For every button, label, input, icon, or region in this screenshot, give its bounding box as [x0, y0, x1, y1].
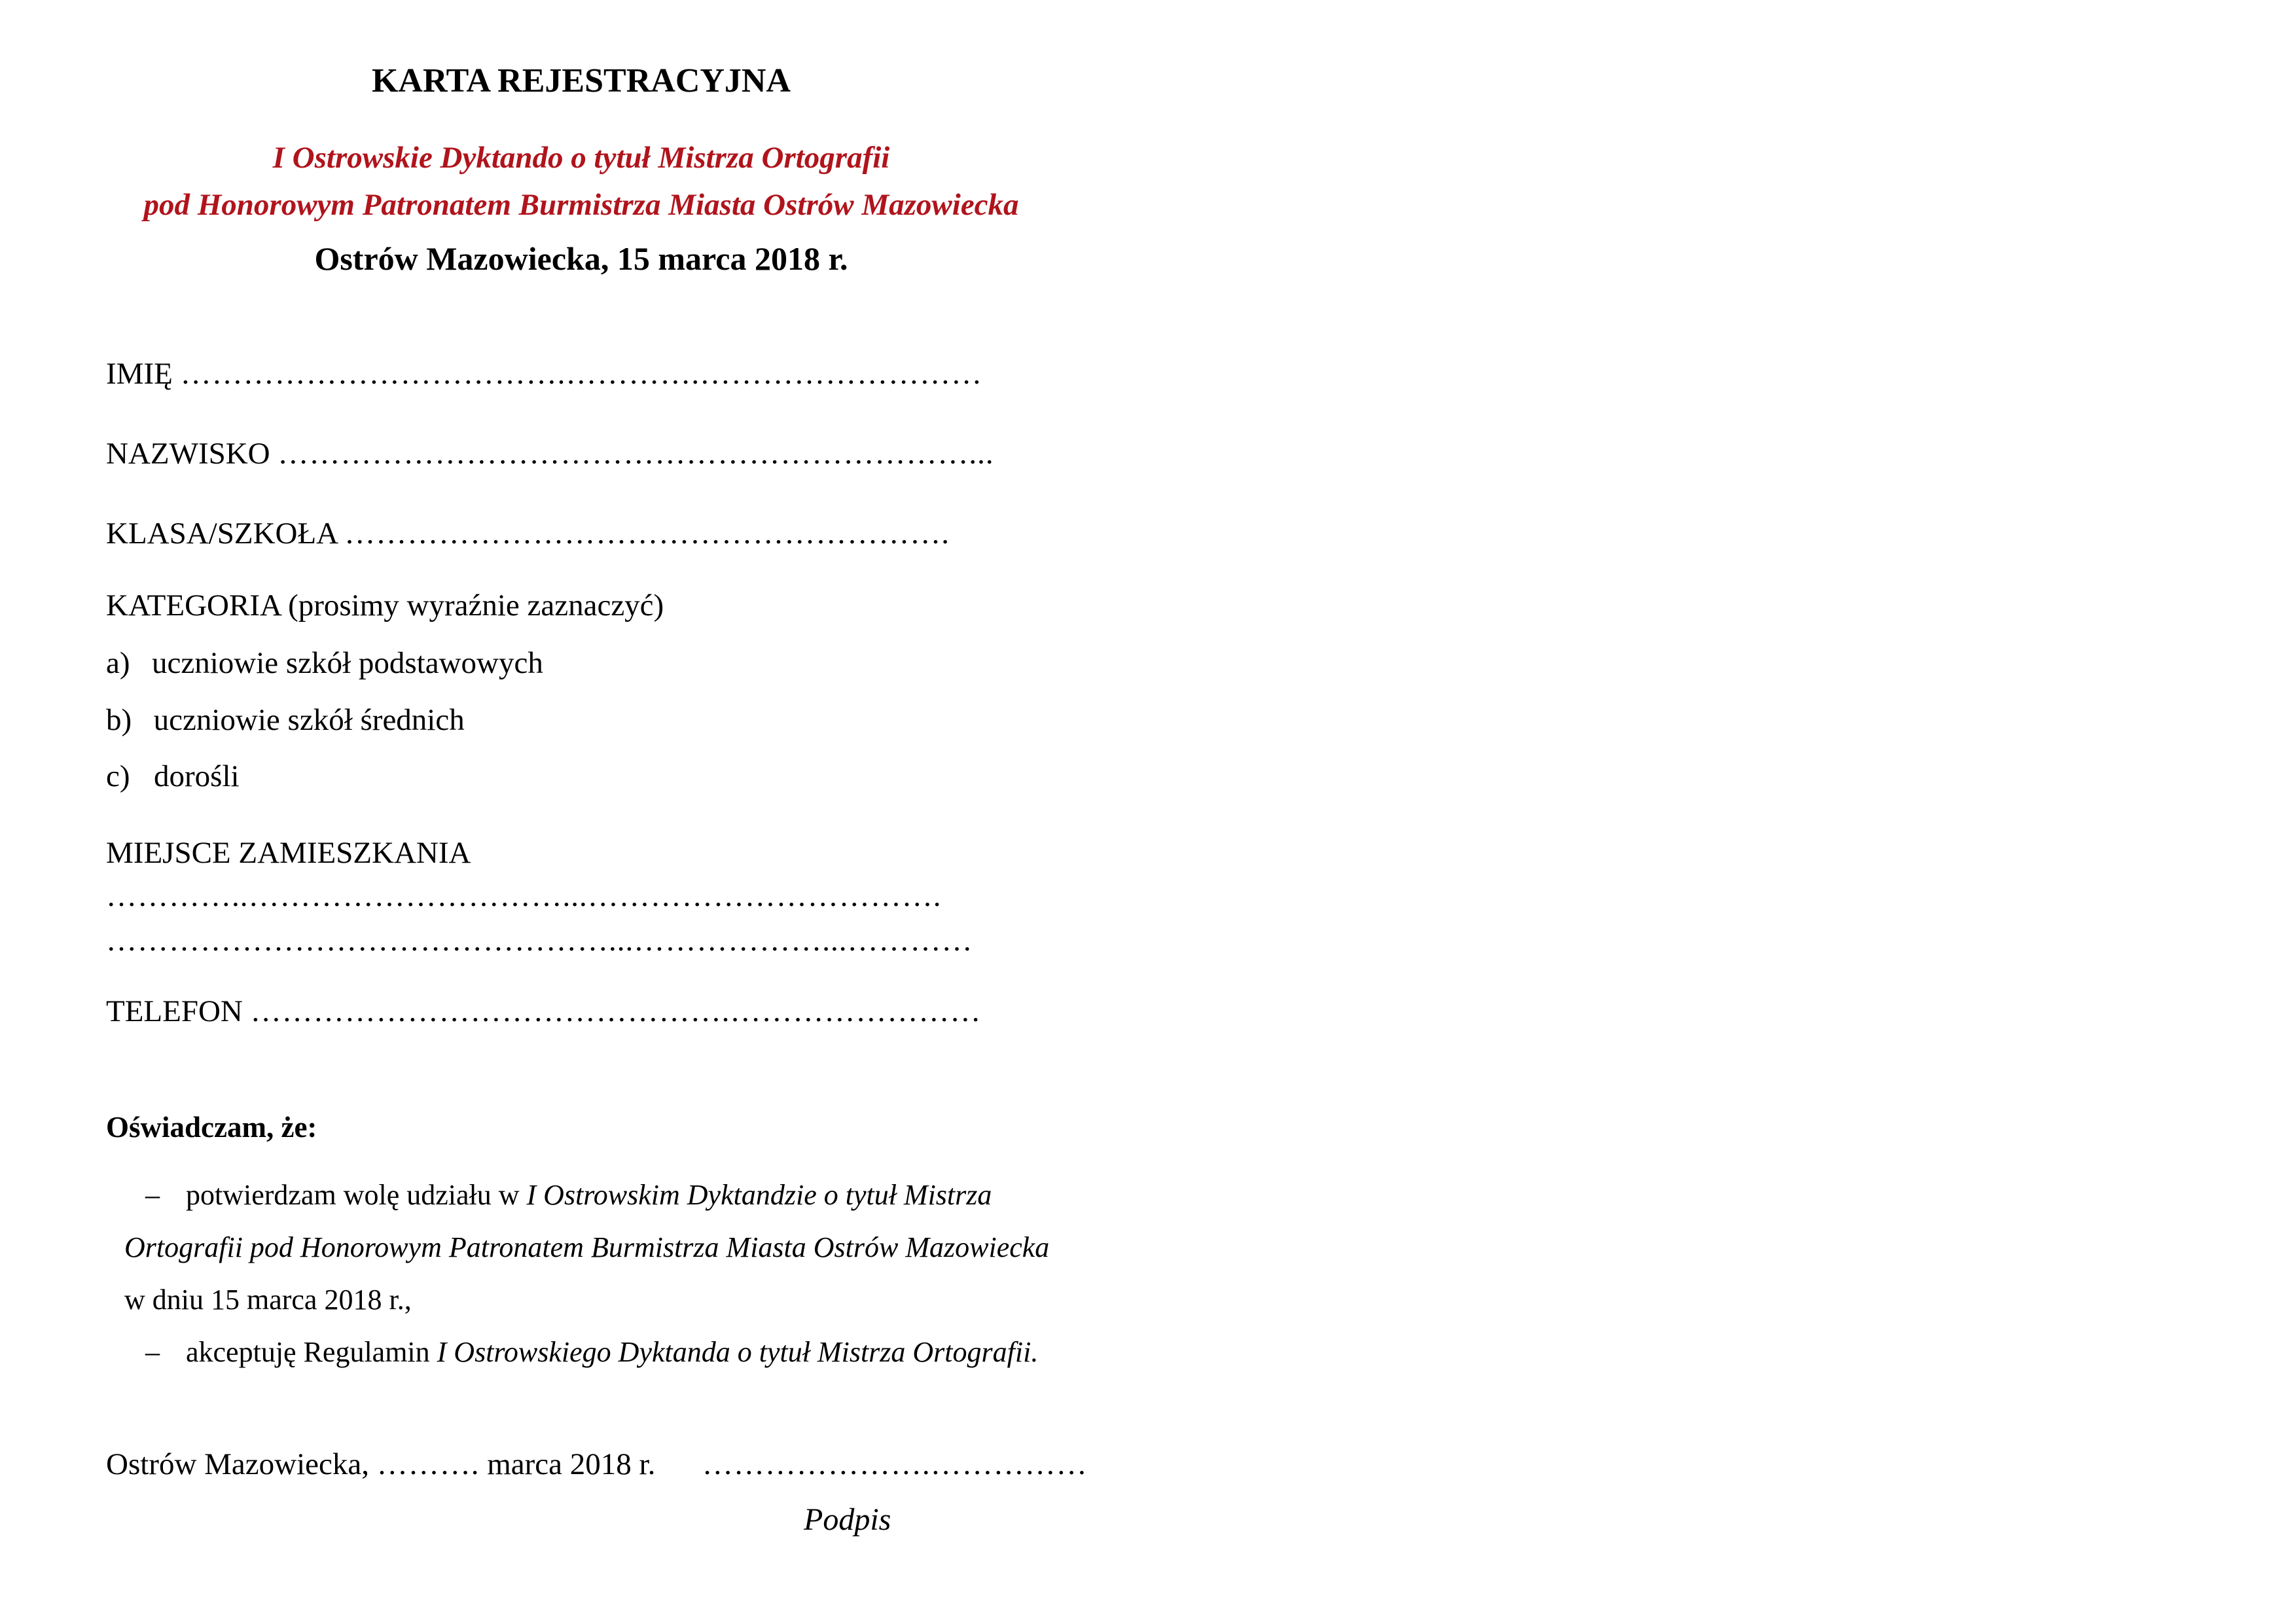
footer-day-dots[interactable]: ………. — [376, 1447, 480, 1481]
field-nazwisko-label: NAZWISKO — [106, 437, 270, 471]
field-telefon-label: TELEFON — [106, 994, 243, 1028]
field-imie[interactable] — [106, 359, 982, 389]
field-klasa-dots[interactable]: …………………………………………………. — [344, 516, 950, 550]
bullet-dash-2: – — [145, 1336, 160, 1368]
option-marker: b) — [106, 703, 132, 737]
category-option-b[interactable] — [106, 705, 465, 736]
signature-dots[interactable]: ………………….…………… — [702, 1447, 1088, 1481]
field-klasa-szkola[interactable] — [106, 518, 950, 549]
declaration-item-1-prefix: potwierdzam wolę udziału w — [186, 1179, 527, 1211]
field-miejsce-label: MIEJSCE ZAMIESZKANIA — [106, 836, 471, 870]
declaration-item-2 — [186, 1338, 1038, 1367]
event-patronage: pod Honorowym Patronatem Burmistrza Miasta Ostrów Mazowiecka — [143, 188, 1019, 222]
event-place-date: Ostrów Mazowiecka, 15 marca 2018 r. — [314, 240, 848, 277]
declaration-item-2-prefix: akceptuję Regulamin — [186, 1336, 437, 1368]
declaration-item-1-line1 — [186, 1181, 992, 1210]
declaration-item-2-rules-name: I Ostrowskiego Dyktanda o tytuł Mistrza Ortografii. — [437, 1336, 1039, 1368]
footer-month-year: marca 2018 r. — [487, 1447, 656, 1481]
field-imie-dots[interactable]: ……………………………….………….……………………… — [180, 357, 983, 391]
option-marker: a) — [106, 646, 130, 680]
option-text: uczniowie szkół średnich — [153, 703, 465, 737]
option-marker: c) — [106, 759, 130, 793]
field-imie-label: IMIĘ — [106, 357, 173, 391]
declaration-heading: Oświadczam, że: — [106, 1111, 317, 1144]
field-miejsce-dots-line2[interactable]: …………………………………………...………………...………… — [106, 924, 973, 958]
form-title: KARTA REJESTRACYJNA — [371, 62, 791, 99]
field-telefon[interactable] — [106, 996, 981, 1027]
field-miejsce-dots-line1[interactable]: …………..…………………………...……………………………. — [106, 879, 942, 913]
field-klasa-label: KLASA/SZKOŁA — [106, 516, 337, 550]
field-kategoria-label: KATEGORIA (prosimy wyraźnie zaznaczyć) — [106, 588, 664, 623]
footer-place: Ostrów Mazowiecka, — [106, 1447, 369, 1481]
declaration-item-1-event-name: I Ostrowskim Dyktandzie o tytuł Mistrza — [526, 1179, 992, 1211]
category-option-c[interactable] — [106, 761, 240, 792]
declaration-item-1-line2: Ortografii pod Honorowym Patronatem Burmistrza Miasta Ostrów Mazowiecka — [124, 1231, 1050, 1263]
field-telefon-dots[interactable]: ……………………………………….…………………… — [250, 994, 982, 1028]
footer-place-date[interactable] — [106, 1449, 1088, 1480]
option-text: dorośli — [154, 759, 240, 793]
signature-label: Podpis — [804, 1502, 891, 1537]
option-text: uczniowie szkół podstawowych — [152, 646, 543, 680]
field-nazwisko-dots[interactable]: …………………………………………………………... — [278, 437, 994, 471]
category-option-a[interactable] — [106, 648, 543, 679]
bullet-dash-1: – — [145, 1179, 160, 1211]
declaration-item-1-line3: w dniu 15 marca 2018 r., — [124, 1284, 412, 1316]
event-title: I Ostrowskie Dyktando o tytuł Mistrza Ortografii — [272, 141, 890, 175]
field-nazwisko[interactable] — [106, 439, 994, 469]
